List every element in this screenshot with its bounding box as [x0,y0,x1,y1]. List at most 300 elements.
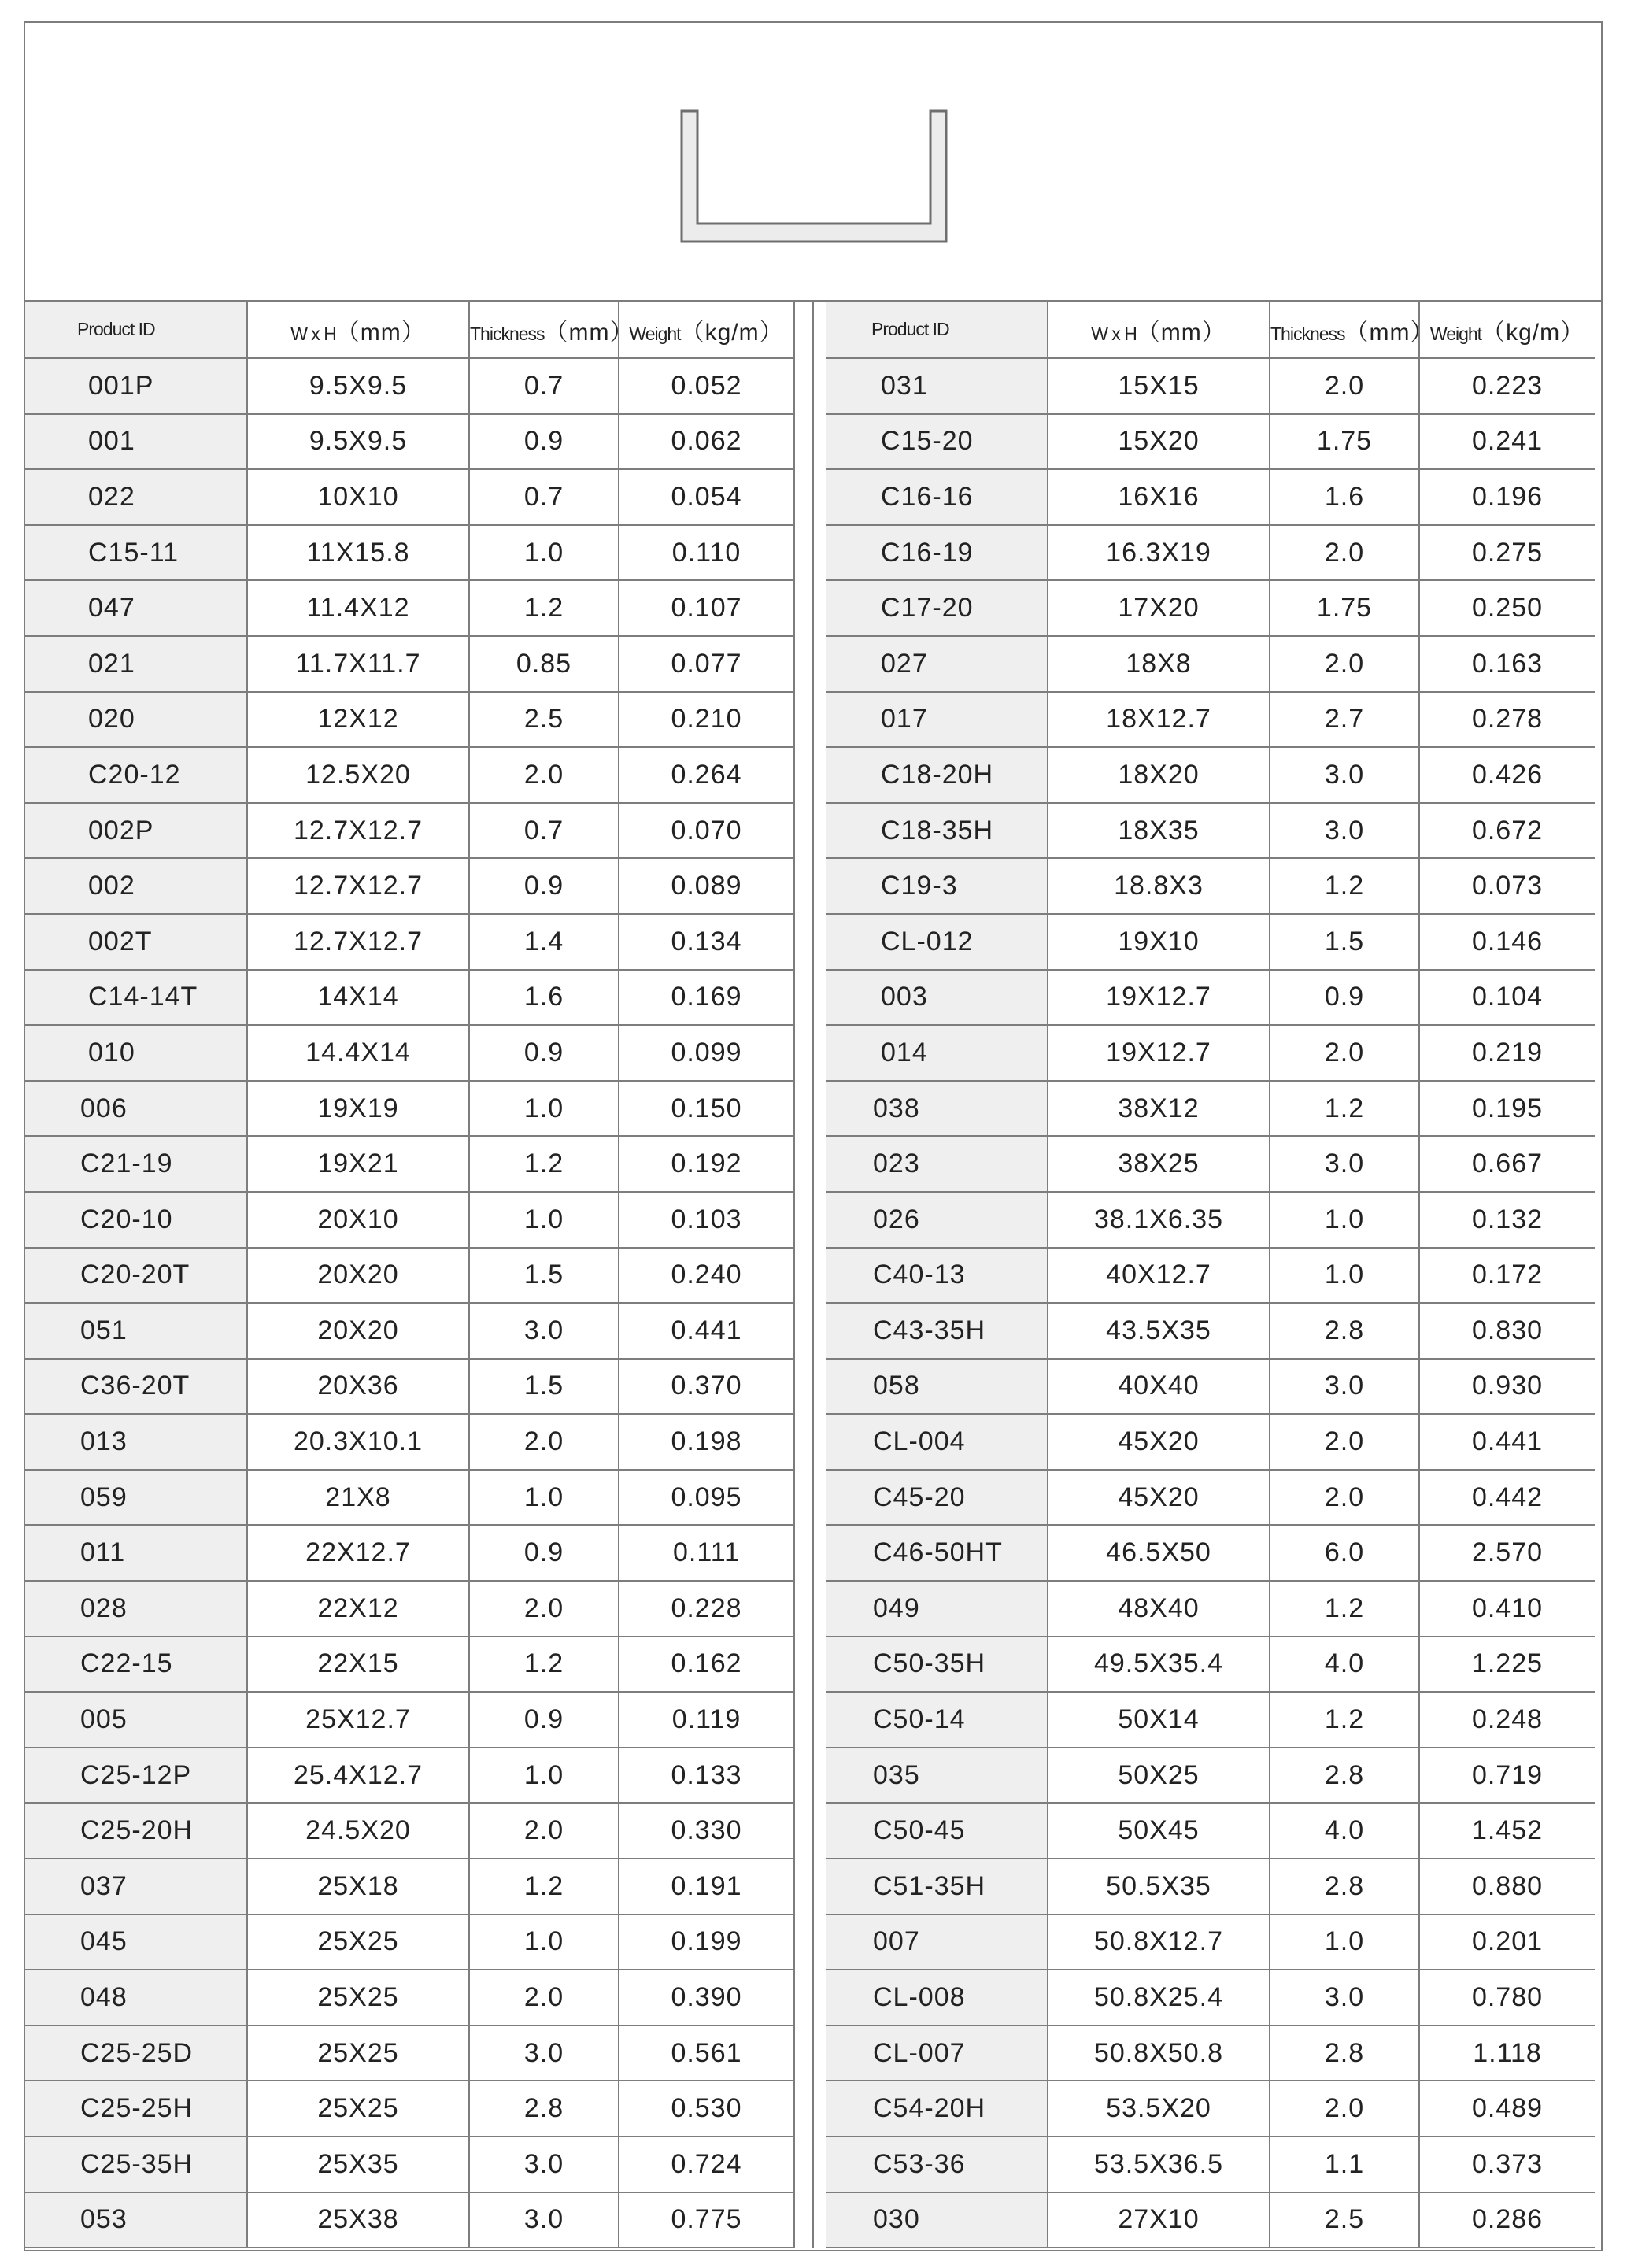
product-id-cell: 026 [826,1192,1048,1248]
dimension-cell: 9.5X9.5 [247,358,469,414]
table-row [826,469,1595,525]
dimension-cell: 11X15.8 [247,525,469,581]
dimension-cell: 25X38 [247,2192,469,2248]
thickness-cell: 2.8 [1270,1859,1419,1915]
product-id-cell: 038 [826,1081,1048,1137]
thickness-cell: 1.75 [1270,414,1419,470]
thickness-cell: 1.0 [469,1470,619,1526]
weight-cell: 0.410 [1419,1581,1595,1637]
product-id-cell: C53-36 [826,2137,1048,2192]
product-id-cell: C36-20T [25,1359,247,1415]
table-row [25,2192,794,2248]
table-row [25,747,794,803]
table-row [826,747,1595,803]
header-thickness: Thickness（mm） [1270,302,1419,358]
dimension-cell: 19X21 [247,1136,469,1192]
thickness-cell: 4.0 [1270,1803,1419,1859]
weight-cell: 0.095 [619,1470,794,1526]
thickness-cell: 2.0 [1270,2081,1419,2137]
weight-cell: 0.390 [619,1970,794,2026]
weight-cell: 1.452 [1419,1803,1595,1859]
dimension-cell: 12.7X12.7 [247,858,469,914]
table-row [25,692,794,748]
dimension-cell: 27X10 [1048,2192,1270,2248]
header-row [826,302,1595,358]
weight-cell: 0.172 [1419,1248,1595,1304]
product-id-cell: 007 [826,1915,1048,1970]
product-id-cell: 006 [25,1081,247,1137]
table-row [826,914,1595,970]
thickness-cell: 2.0 [1270,636,1419,692]
thickness-cell: 1.75 [1270,580,1419,636]
dimension-cell: 50.8X25.4 [1048,1970,1270,2026]
weight-cell: 0.724 [619,2137,794,2192]
product-id-cell: 047 [25,580,247,636]
product-id-cell: C18-20H [826,747,1048,803]
product-id-cell: C16-19 [826,525,1048,581]
thickness-cell: 1.2 [1270,1081,1419,1137]
dimension-cell: 21X8 [247,1470,469,1526]
table-row [826,2192,1595,2248]
page-frame [24,21,1603,2251]
product-id-cell: CL-007 [826,2026,1048,2081]
table-row [25,2026,794,2081]
dimension-cell: 25X12.7 [247,1692,469,1748]
weight-cell: 0.134 [619,914,794,970]
product-id-cell: 001 [25,414,247,470]
header-product-id: Product ID [25,302,247,358]
product-id-cell: C43-35H [826,1303,1048,1359]
product-id-cell: C25-12P [25,1748,247,1804]
profile-diagram-panel [25,23,1601,302]
thickness-cell: 3.0 [469,2137,619,2192]
thickness-cell: 1.2 [1270,858,1419,914]
table-row [826,1136,1595,1192]
weight-cell: 0.054 [619,469,794,525]
thickness-cell: 1.0 [469,1081,619,1137]
weight-cell: 0.191 [619,1859,794,1915]
dimension-cell: 49.5X35.4 [1048,1637,1270,1693]
weight-cell: 0.275 [1419,525,1595,581]
header-weight: Weight（kg/m） [1419,302,1595,358]
thickness-cell: 3.0 [469,2192,619,2248]
thickness-cell: 0.7 [469,358,619,414]
header-product-id: Product ID [826,302,1048,358]
product-id-cell: 014 [826,1025,1048,1081]
product-id-cell: 020 [25,692,247,748]
table-row [25,1359,794,1415]
table-row [826,1359,1595,1415]
weight-cell: 0.107 [619,580,794,636]
dimension-cell: 50.8X12.7 [1048,1915,1270,1970]
weight-cell: 0.672 [1419,803,1595,859]
product-id-cell: 031 [826,358,1048,414]
thickness-cell: 2.0 [469,1803,619,1859]
thickness-cell: 0.9 [469,1025,619,1081]
weight-cell: 0.103 [619,1192,794,1248]
thickness-cell: 2.0 [1270,525,1419,581]
product-id-cell: 053 [25,2192,247,2248]
thickness-cell: 3.0 [469,2026,619,2081]
thickness-cell: 1.6 [469,970,619,1026]
thickness-cell: 2.0 [1270,1414,1419,1470]
product-id-cell: 002P [25,803,247,859]
weight-cell: 0.286 [1419,2192,1595,2248]
dimension-cell: 12.7X12.7 [247,914,469,970]
table-row [826,1692,1595,1748]
thickness-cell: 1.2 [1270,1692,1419,1748]
dimension-cell: 48X40 [1048,1581,1270,1637]
thickness-cell: 0.9 [469,414,619,470]
weight-cell: 0.241 [1419,414,1595,470]
dimension-cell: 50X45 [1048,1803,1270,1859]
product-id-cell: 005 [25,1692,247,1748]
right-spec-table-container [826,302,1595,2248]
right-spec-table [826,302,1595,2248]
thickness-cell: 3.0 [1270,1970,1419,2026]
dimension-cell: 15X20 [1048,414,1270,470]
product-id-cell: C19-3 [826,858,1048,914]
weight-cell: 0.196 [1419,469,1595,525]
table-row [826,692,1595,748]
table-row [25,1081,794,1137]
thickness-cell: 2.8 [1270,1303,1419,1359]
thickness-cell: 1.0 [469,1915,619,1970]
weight-cell: 0.330 [619,1803,794,1859]
dimension-cell: 25X25 [247,2026,469,2081]
weight-cell: 0.530 [619,2081,794,2137]
table-row [25,1248,794,1304]
dimension-cell: 25X25 [247,1915,469,1970]
table-row [826,1414,1595,1470]
dimension-cell: 53.5X20 [1048,2081,1270,2137]
dimension-cell: 19X12.7 [1048,1025,1270,1081]
weight-cell: 0.150 [619,1081,794,1137]
header-weight: Weight（kg/m） [619,302,794,358]
product-id-cell: 023 [826,1136,1048,1192]
table-row [25,525,794,581]
dimension-cell: 38X12 [1048,1081,1270,1137]
weight-cell: 0.370 [619,1359,794,1415]
dimension-cell: 16.3X19 [1048,525,1270,581]
table-row [826,1081,1595,1137]
weight-cell: 0.880 [1419,1859,1595,1915]
table-row [25,414,794,470]
table-row [826,1915,1595,1970]
weight-cell: 0.930 [1419,1359,1595,1415]
table-row [826,358,1595,414]
table-row [25,1803,794,1859]
product-id-cell: 030 [826,2192,1048,2248]
thickness-cell: 4.0 [1270,1637,1419,1693]
u-channel-profile-icon [680,109,948,243]
dimension-cell: 43.5X35 [1048,1303,1270,1359]
product-id-cell: C54-20H [826,2081,1048,2137]
dimension-cell: 50X25 [1048,1748,1270,1804]
weight-cell: 0.062 [619,414,794,470]
dimension-cell: 19X12.7 [1048,970,1270,1026]
weight-cell: 0.073 [1419,858,1595,914]
table-row [25,858,794,914]
dimension-cell: 15X15 [1048,358,1270,414]
thickness-cell: 1.0 [469,1192,619,1248]
weight-cell: 0.099 [619,1025,794,1081]
dimension-cell: 19X19 [247,1081,469,1137]
weight-cell: 0.169 [619,970,794,1026]
product-id-cell: C25-35H [25,2137,247,2192]
product-id-cell: C51-35H [826,1859,1048,1915]
product-id-cell: 058 [826,1359,1048,1415]
weight-cell: 0.240 [619,1248,794,1304]
weight-cell: 0.278 [1419,692,1595,748]
table-row [826,1192,1595,1248]
product-id-cell: C22-15 [25,1637,247,1693]
weight-cell: 0.264 [619,747,794,803]
product-id-cell: C20-12 [25,747,247,803]
thickness-cell: 2.0 [469,1414,619,1470]
thickness-cell: 6.0 [1270,1525,1419,1581]
weight-cell: 0.119 [619,1692,794,1748]
product-id-cell: C15-20 [826,414,1048,470]
weight-cell: 0.133 [619,1748,794,1804]
weight-cell: 0.132 [1419,1192,1595,1248]
table-row [25,1192,794,1248]
dimension-cell: 19X10 [1048,914,1270,970]
dimension-cell: 20X20 [247,1248,469,1304]
thickness-cell: 1.2 [1270,1581,1419,1637]
thickness-cell: 2.0 [469,1581,619,1637]
dimension-cell: 38.1X6.35 [1048,1192,1270,1248]
weight-cell: 0.052 [619,358,794,414]
product-id-cell: C50-45 [826,1803,1048,1859]
product-id-cell: 035 [826,1748,1048,1804]
product-id-cell: CL-004 [826,1414,1048,1470]
product-id-cell: C45-20 [826,1470,1048,1526]
table-row [826,1970,1595,2026]
weight-cell: 0.163 [1419,636,1595,692]
thickness-cell: 3.0 [1270,1359,1419,1415]
product-id-cell: 051 [25,1303,247,1359]
dimension-cell: 46.5X50 [1048,1525,1270,1581]
dimension-cell: 10X10 [247,469,469,525]
product-id-cell: C40-13 [826,1248,1048,1304]
product-id-cell: C15-11 [25,525,247,581]
weight-cell: 0.110 [619,525,794,581]
table-row [826,1025,1595,1081]
dimension-cell: 18X8 [1048,636,1270,692]
thickness-cell: 0.9 [469,1692,619,1748]
product-id-cell: 045 [25,1915,247,1970]
dimension-cell: 22X12 [247,1581,469,1637]
thickness-cell: 2.8 [469,2081,619,2137]
thickness-cell: 1.2 [469,580,619,636]
table-row [25,914,794,970]
table-row [826,1303,1595,1359]
weight-cell: 0.250 [1419,580,1595,636]
header-wxh: W x H（mm） [247,302,469,358]
thickness-cell: 3.0 [1270,747,1419,803]
table-row [25,1414,794,1470]
thickness-cell: 0.9 [469,858,619,914]
product-id-cell: 028 [25,1581,247,1637]
thickness-cell: 1.0 [469,525,619,581]
dimension-cell: 22X15 [247,1637,469,1693]
dimension-cell: 18.8X3 [1048,858,1270,914]
table-row [25,803,794,859]
product-id-cell: 002 [25,858,247,914]
weight-cell: 0.162 [619,1637,794,1693]
table-row [25,1525,794,1581]
weight-cell: 0.373 [1419,2137,1595,2192]
thickness-cell: 2.0 [469,1970,619,2026]
product-id-cell: C17-20 [826,580,1048,636]
table-row [826,525,1595,581]
table-row [25,636,794,692]
thickness-cell: 1.6 [1270,469,1419,525]
weight-cell: 0.198 [619,1414,794,1470]
weight-cell: 0.223 [1419,358,1595,414]
dimension-cell: 12X12 [247,692,469,748]
weight-cell: 1.118 [1419,2026,1595,2081]
product-id-cell: C21-19 [25,1136,247,1192]
thickness-cell: 1.0 [1270,1248,1419,1304]
dimension-cell: 25X25 [247,2081,469,2137]
weight-cell: 0.667 [1419,1136,1595,1192]
product-id-cell: 037 [25,1859,247,1915]
weight-cell: 0.070 [619,803,794,859]
thickness-cell: 3.0 [1270,1136,1419,1192]
table-row [826,636,1595,692]
dimension-cell: 45X20 [1048,1414,1270,1470]
product-id-cell: 001P [25,358,247,414]
thickness-cell: 0.7 [469,469,619,525]
product-id-cell: 049 [826,1581,1048,1637]
thickness-cell: 2.0 [469,747,619,803]
thickness-cell: 0.9 [469,1525,619,1581]
weight-cell: 0.442 [1419,1470,1595,1526]
product-id-cell: C20-10 [25,1192,247,1248]
dimension-cell: 38X25 [1048,1136,1270,1192]
header-row [25,302,794,358]
weight-cell: 0.426 [1419,747,1595,803]
dimension-cell: 50.5X35 [1048,1859,1270,1915]
weight-cell: 0.830 [1419,1303,1595,1359]
dimension-cell: 18X20 [1048,747,1270,803]
table-row [826,1470,1595,1526]
weight-cell: 0.719 [1419,1748,1595,1804]
dimension-cell: 12.5X20 [247,747,469,803]
dimension-cell: 40X12.7 [1048,1248,1270,1304]
weight-cell: 0.077 [619,636,794,692]
table-row [25,1970,794,2026]
weight-cell: 0.561 [619,2026,794,2081]
weight-cell: 0.089 [619,858,794,914]
dimension-cell: 53.5X36.5 [1048,2137,1270,2192]
dimension-cell: 20X20 [247,1303,469,1359]
product-id-cell: 059 [25,1470,247,1526]
dimension-cell: 17X20 [1048,580,1270,636]
weight-cell: 2.570 [1419,1525,1595,1581]
weight-cell: 0.248 [1419,1692,1595,1748]
dimension-cell: 14.4X14 [247,1025,469,1081]
table-row [25,358,794,414]
thickness-cell: 2.5 [469,692,619,748]
dimension-cell: 12.7X12.7 [247,803,469,859]
weight-cell: 0.780 [1419,1970,1595,2026]
product-id-cell: C25-25D [25,2026,247,2081]
product-id-cell: CL-008 [826,1970,1048,2026]
thickness-cell: 2.0 [1270,358,1419,414]
thickness-cell: 2.0 [1270,1470,1419,1526]
product-id-cell: 013 [25,1414,247,1470]
dimension-cell: 50.8X50.8 [1048,2026,1270,2081]
thickness-cell: 1.2 [469,1859,619,1915]
table-row [826,803,1595,859]
dimension-cell: 24.5X20 [247,1803,469,1859]
weight-cell: 0.199 [619,1915,794,1970]
table-row [826,2081,1595,2137]
dimension-cell: 22X12.7 [247,1525,469,1581]
thickness-cell: 1.0 [1270,1192,1419,1248]
thickness-cell: 2.0 [1270,1025,1419,1081]
dimension-cell: 20X36 [247,1359,469,1415]
dimension-cell: 9.5X9.5 [247,414,469,470]
thickness-cell: 1.2 [469,1637,619,1693]
weight-cell: 0.192 [619,1136,794,1192]
dimension-cell: 45X20 [1048,1470,1270,1526]
product-id-cell: 048 [25,1970,247,2026]
thickness-cell: 1.5 [469,1359,619,1415]
product-id-cell: 003 [826,970,1048,1026]
product-id-cell: C50-14 [826,1692,1048,1748]
table-row [25,1915,794,1970]
thickness-cell: 2.8 [1270,1748,1419,1804]
weight-cell: 0.210 [619,692,794,748]
table-row [826,1248,1595,1304]
table-row [826,858,1595,914]
table-row [25,1637,794,1693]
table-row [25,1859,794,1915]
weight-cell: 0.489 [1419,2081,1595,2137]
weight-cell: 0.104 [1419,970,1595,1026]
table-row [826,1803,1595,1859]
dimension-cell: 40X40 [1048,1359,1270,1415]
table-row [826,1748,1595,1804]
weight-cell: 0.195 [1419,1081,1595,1137]
header-wxh: W x H（mm） [1048,302,1270,358]
dimension-cell: 18X12.7 [1048,692,1270,748]
dimension-cell: 25.4X12.7 [247,1748,469,1804]
product-id-cell: 011 [25,1525,247,1581]
table-row [826,970,1595,1026]
dimension-cell: 16X16 [1048,469,1270,525]
thickness-cell: 2.8 [1270,2026,1419,2081]
table-row [25,580,794,636]
thickness-cell: 0.9 [1270,970,1419,1026]
table-row [25,1136,794,1192]
product-id-cell: CL-012 [826,914,1048,970]
table-row [25,2137,794,2192]
weight-cell: 0.775 [619,2192,794,2248]
thickness-cell: 3.0 [469,1303,619,1359]
table-row [826,1637,1595,1693]
product-id-cell: 002T [25,914,247,970]
weight-cell: 0.228 [619,1581,794,1637]
table-row [25,1748,794,1804]
product-id-cell: 021 [25,636,247,692]
thickness-cell: 1.5 [1270,914,1419,970]
table-row [25,1470,794,1526]
